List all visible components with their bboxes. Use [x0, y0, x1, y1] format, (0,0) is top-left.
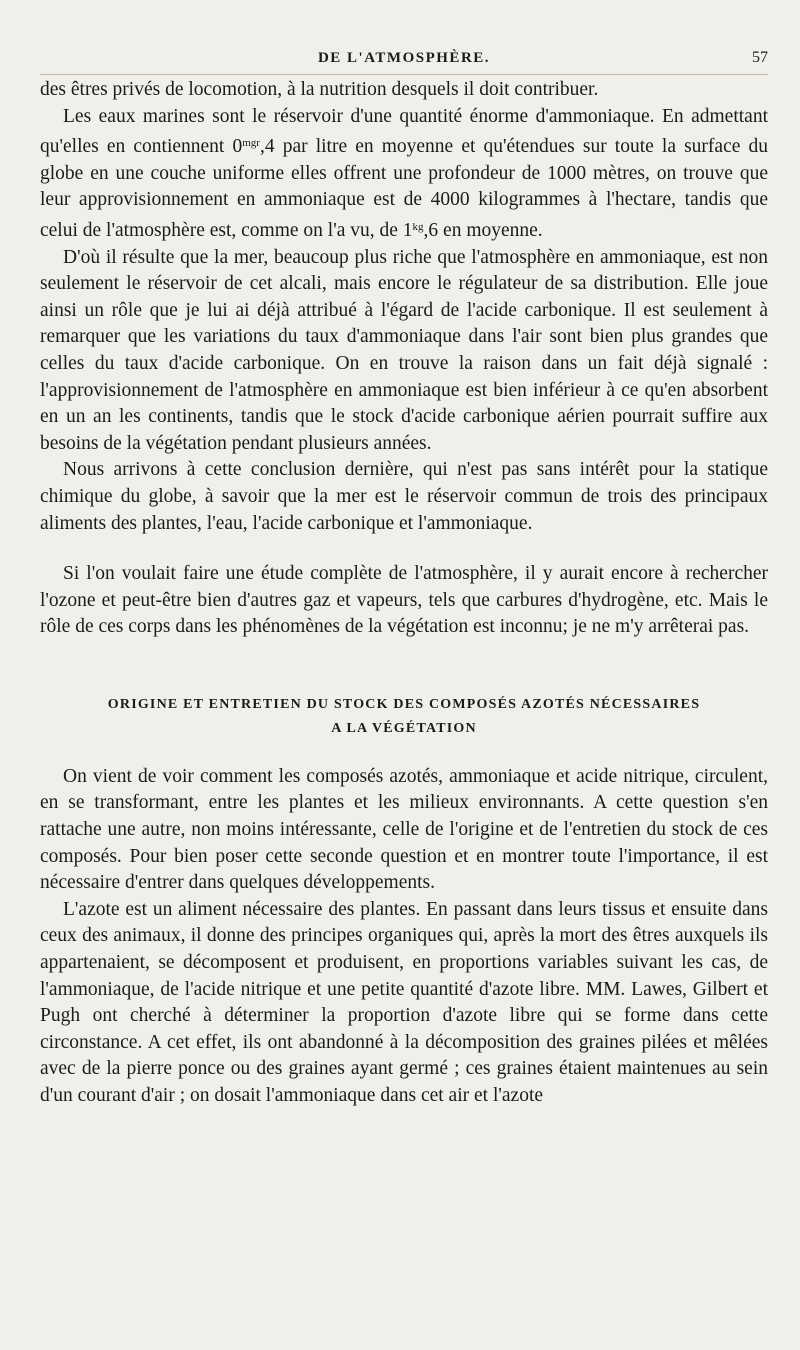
running-header [40, 44, 768, 75]
running-title: DE L'ATMOSPHÈRE. [317, 50, 491, 66]
paragraph-text: Si l'on voulait faire une étude complète de l'atmosphère, il y aurait encore à rechercher l'ozone et peut-être bien d'autres gaz et vapeurs, tels que carbures d'hydrogène, etc. Mais le rôle de ces corps dans les phénomènes de la végétation est inconnu; je ne m'y arrêterai pas. [40, 563, 768, 638]
section-heading [40, 693, 768, 741]
page-number: 57 [752, 49, 768, 66]
section-heading-line-2: A LA VÉGÉTATION [331, 720, 477, 736]
paragraph-marine-ammonia [40, 104, 768, 245]
unit-superscript-mgr: mgr [242, 137, 260, 150]
paragraph-sea-regulator [40, 245, 768, 458]
paragraph-text: des êtres privés de locomotion, à la nutrition desquels il doit contribuer. [40, 79, 599, 100]
paragraph-ozone [40, 561, 768, 641]
paragraph-text: L'azote est un aliment nécessaire des plantes. En passant dans leurs tissus et ensuite dans ceux des animaux, il donne des principes organiques qui, après la mort des êtres auxquels ils appartenaient, se décomposent et produisent, en proportions variables suivant les cas, de l'ammoniaque, de l'acide nitrique et une petite quantité d'azote libre. MM. Lawes, Gilbert et Pugh ont cherché à déterminer la proportion d'azote libre qui se forme dans cette circonstance. A cet effet, ils ont abandonné à la décomposition des graines pilées et mêlées avec de la pierre ponce ou des graines ayant germé ; ces graines étaient maintenues au sein d'un courant d'air ; on dosait l'ammoniaque dans cet air et l'azote [40, 898, 768, 1106]
paragraph-text: On vient de voir comment les composés azotés, ammoniaque et acide nitrique, circulent, en se transformant, entre les plantes et les milieux environnants. A cette question s'en rattache une autre, non moins intéressante, celle de l'origine et de l'entretien du stock de ces composés. Pour bien poser cette seconde question et en montrer toute l'importance, il est nécessaire d'entrer dans quelques développements. [40, 765, 768, 894]
body-text [40, 77, 768, 1110]
paragraph-text: D'où il résulte que la mer, beaucoup plus riche que l'atmosphère en ammoniaque, est non seulement le réservoir de cet alcali, mais encore le régulateur de sa distribution. Elle joue ainsi un rôle que je lui ai déjà attribué à l'égard de l'acide carbonique. Il est seulement à remarquer que les variations du taux d'ammoniaque dans l'air sont bien plus grandes que celles du taux d'acide carbonique. On en trouve la raison dans un fait déjà signalé : l'approvisionnement de l'atmosphère en ammoniaque est bien inférieur à ce qu'en absorbent en un an les continents, tandis que le stock d'acide carbonique aérien pourrait suffire aux besoins de la végétation pendant plusieurs années. [40, 246, 768, 454]
paragraph-conclusion [40, 457, 768, 537]
paragraph-nitrogen-compounds [40, 764, 768, 897]
section-heading-line-1: ORIGINE ET ENTRETIEN DU STOCK DES COMPOSÉS AZOTÉS NÉCESSAIRES [107, 696, 701, 712]
paragraph-text-part-3: ,6 en moyenne. [423, 219, 543, 241]
paragraph-continuation [40, 77, 768, 104]
paragraph-nitrogen-nutrient [40, 897, 768, 1110]
unit-superscript-kg: kg [412, 220, 424, 233]
paragraph-text: Nous arrivons à cette conclusion dernière, qui n'est pas sans intérêt pour la statique chimique du globe, à savoir que la mer est le réservoir commun de trois des principaux aliments des plantes, l'eau, l'acide carbonique et l'ammoniaque. [40, 459, 768, 534]
paragraph-text-part-1: Les eaux marines sont le réservoir d'une quantité énorme d'ammoniaque. En admettant qu'elles en contiennent 0 [40, 105, 768, 158]
paragraph-text-part-2: ,4 par litre en moyenne et qu'étendues sur toute la surface du globe en une couche uniforme elles offrent une profondeur de 1000 mètres, on trouve que leur approvisionnement en ammoniaque est de 4000 kilogrammes à l'hectare, tandis que celui de l'atmosphère est, comme on l'a vu, de 1 [40, 136, 768, 241]
